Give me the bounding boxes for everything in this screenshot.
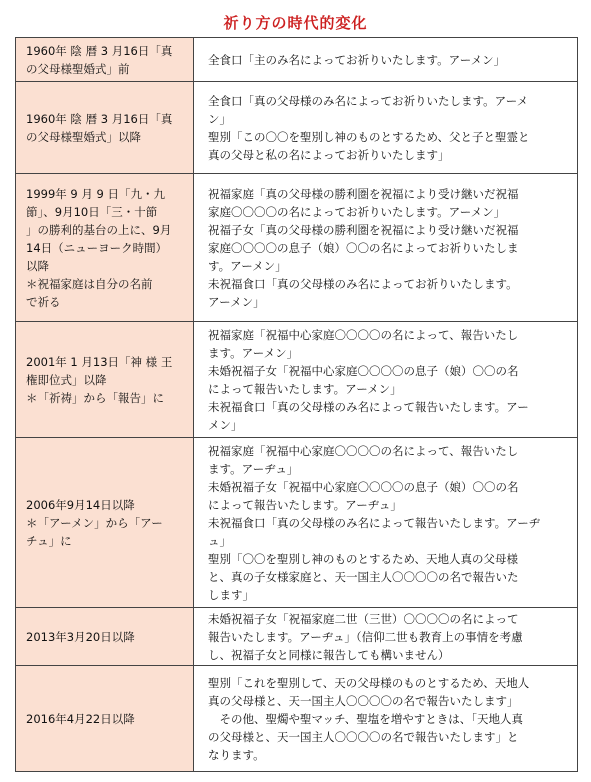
period-text-line: の父母様聖婚式」以降	[26, 129, 141, 144]
period-text-line: の父母様聖婚式」前	[26, 61, 130, 76]
prayer-text-line: 真の父母様と、天一国主人〇〇〇〇の名で報告いたします」	[208, 693, 519, 708]
period-text-line: 以降	[26, 258, 49, 273]
period-cell	[16, 38, 194, 82]
table-row	[16, 438, 578, 608]
prayer-text-line: します」	[208, 587, 254, 602]
prayer-text-line: し、祝福子女と同様に報告しても構いません）	[208, 647, 450, 662]
prayer-text-line: 報告いたします。アーヂュ」（信仰二世も教育上の事情を考慮	[208, 629, 523, 644]
period-text-line: ＊「祈祷」から「報告」に	[26, 390, 164, 405]
page-title: 祈り方の時代的変化	[223, 14, 368, 32]
period-text-line: 2006年9月14日以降	[26, 497, 135, 512]
period-text-line: チュ」に	[26, 533, 72, 548]
prayer-wording-cell	[194, 322, 578, 438]
prayer-text-line: ます。アーヂュ」	[208, 461, 299, 476]
prayer-text-line: 全食口「真の父母様のみ名によってお祈りいたします。アーメ	[208, 93, 529, 108]
period-cell	[16, 82, 194, 174]
prayer-text-line: 祝福家庭「真の父母様の勝利圏を祝福により受け継いだ祝福	[208, 186, 519, 201]
prayer-text-line: によって報告いたします。アーメン」	[208, 381, 402, 396]
prayer-wording-cell	[194, 666, 578, 772]
prayer-text-line: と、真の子女様家庭と、天一国主人〇〇〇〇の名で報告いた	[208, 569, 519, 584]
period-cell	[16, 608, 194, 666]
table-row	[16, 322, 578, 438]
period-text-line: 14日（ニューヨーク時間）	[26, 240, 168, 255]
prayer-text-line: 未祝福食口「真の父母様のみ名によって報告いたします。アー	[208, 399, 529, 414]
prayer-text-line: アーメン」	[208, 294, 265, 309]
period-text-line: 権即位式」以降	[26, 372, 107, 387]
period-text-line: 1960年 陰 暦 3 月16日「真	[26, 43, 173, 58]
table-row	[16, 608, 578, 666]
prayer-wording-cell	[194, 174, 578, 322]
table-row	[16, 82, 578, 174]
period-text-line: 節」、9月10日「三・十節	[26, 204, 158, 219]
prayer-text-line: す。アーメン」	[208, 258, 287, 273]
prayer-text-line: 未婚祝福子女「祝福中心家庭〇〇〇〇の息子（娘）〇〇の名	[208, 479, 519, 494]
period-cell	[16, 174, 194, 322]
prayer-text-line: ュ」	[208, 533, 231, 548]
period-text-line: 2016年4月22日以降	[26, 711, 135, 726]
period-cell	[16, 322, 194, 438]
table-row	[16, 38, 578, 82]
prayer-text-line: によって報告いたします。アーヂュ」	[208, 497, 402, 512]
prayer-text-line: メン」	[208, 417, 243, 432]
prayer-text-line: 未祝福食口「真の父母様のみ名によってお祈りいたします。	[208, 276, 518, 291]
table-row	[16, 174, 578, 322]
prayer-text-line: 真の父母と私の名によってお祈りいたします」	[208, 147, 450, 162]
prayer-text-line: 祝福家庭「祝福中心家庭〇〇〇〇の名によって、報告いたし	[208, 443, 519, 458]
period-text-line: 2001年 1 月13日「神 様 王	[26, 354, 173, 369]
period-text-line: 1960年 陰 暦 3 月16日「真	[26, 111, 173, 126]
prayer-wording-cell	[194, 438, 578, 608]
prayer-text-line: 未婚祝福子女「祝福中心家庭〇〇〇〇の息子（娘）〇〇の名	[208, 363, 519, 378]
prayer-text-line: 聖別「これを聖別して、天の父母様のものとするため、天地人	[208, 675, 530, 690]
prayer-wording-cell	[194, 38, 578, 82]
period-text-line: ＊「アーメン」から「アー	[26, 515, 163, 530]
prayer-text-line: 聖別「〇〇を聖別し神のものとするため、天地人真の父母様	[208, 551, 519, 566]
period-cell	[16, 666, 194, 772]
prayer-text-line: 祝福子女「真の父母様の勝利圏を祝福により受け継いだ祝福	[208, 222, 519, 237]
period-cell	[16, 438, 194, 608]
prayer-text-line: 全食口「主のみ名によってお祈りいたします。アーメン」	[208, 52, 506, 67]
prayer-text-line: なります。	[208, 747, 265, 762]
prayer-wording-cell	[194, 608, 578, 666]
prayer-history-table	[15, 37, 578, 772]
prayer-text-line: ます。アーメン」	[208, 345, 299, 360]
period-text-line: 1999年 9 月 9 日「九・九	[26, 186, 166, 201]
period-text-line: 」の勝利的基台の上に、9月	[26, 222, 172, 237]
prayer-text-line: の父母様と、天一国主人〇〇〇〇の名で報告いたします」と	[208, 729, 519, 744]
prayer-text-line: 未婚祝福子女「祝福家庭二世（三世）〇〇〇〇の名によって	[208, 611, 519, 626]
prayer-text-line: その他、聖燭や聖マッチ、聖塩を増やすときは、「天地人真	[208, 711, 523, 726]
prayer-text-line: ン」	[208, 111, 231, 126]
prayer-wording-cell	[194, 82, 578, 174]
period-text-line: ＊祝福家庭は自分の名前	[26, 276, 153, 291]
prayer-text-line: 家庭〇〇〇〇の息子（娘）〇〇の名によってお祈りいたしま	[208, 240, 519, 255]
prayer-text-line: 家庭〇〇〇〇の名によってお祈りいたします。アーメン」	[208, 204, 506, 219]
period-text-line: で祈る	[26, 294, 61, 309]
prayer-text-line: 祝福家庭「祝福中心家庭〇〇〇〇の名によって、報告いたし	[208, 327, 519, 342]
table-body	[16, 38, 578, 772]
table-row	[16, 666, 578, 772]
period-text-line: 2013年3月20日以降	[26, 629, 135, 644]
prayer-text-line: 聖別「この〇〇を聖別し神のものとするため、父と子と聖霊と	[208, 129, 530, 144]
prayer-text-line: 未祝福食口「真の父母様のみ名によって報告いたします。アーヂ	[208, 515, 541, 530]
